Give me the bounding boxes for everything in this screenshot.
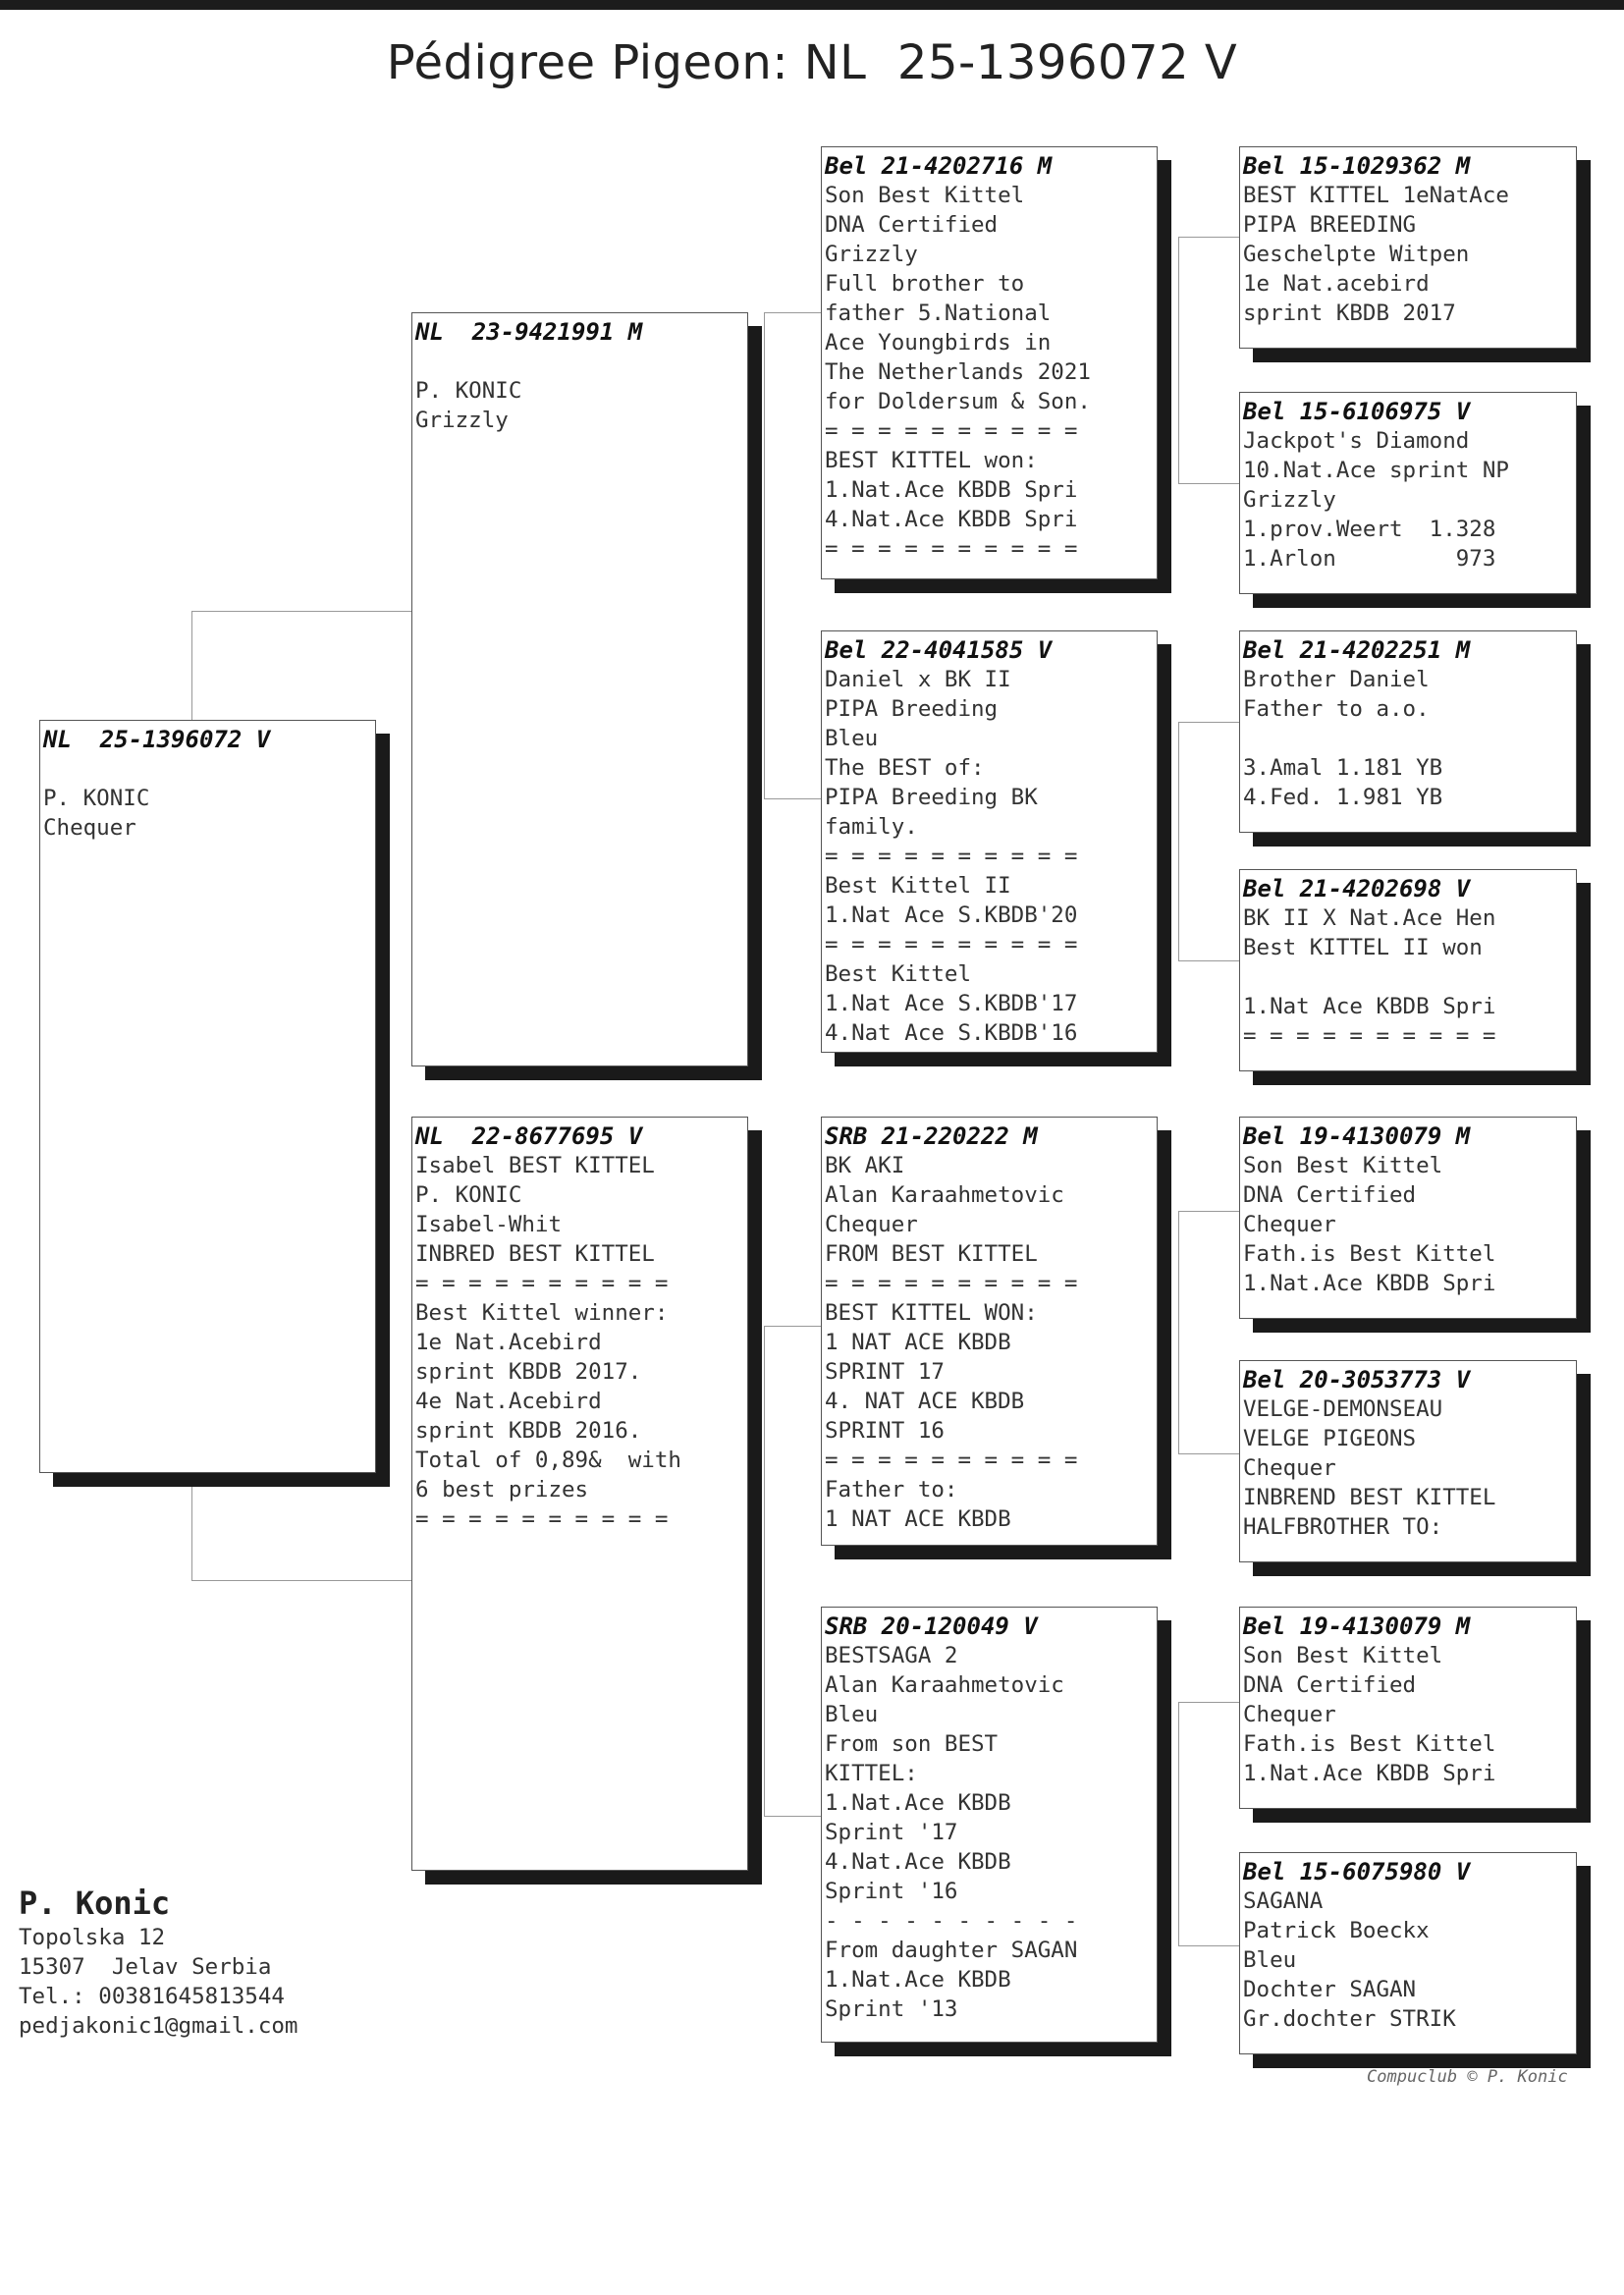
pigeon-info-line: sprint KBDB 2016. [415,1418,642,1444]
pigeon-info-line: SPRINT 17 [825,1359,945,1385]
pigeon-info-line: Son Best Kittel [1243,1643,1443,1668]
ring-number: Bel 15-6075980 V [1243,1858,1471,1885]
pigeon-info-line: 1.Nat.Ace KBDB Spri [825,477,1078,503]
pigeon-info-line: Sprint '17 [825,1820,958,1845]
pigeon-info-line: P. KONIC [43,786,150,811]
breeder-phone: Tel.: 00381645813544 [19,1984,285,2009]
pigeon-info-line: BK II X Nat.Ace Hen [1243,905,1496,931]
pigeon-info-line: INBRED BEST KITTEL [415,1241,655,1267]
pigeon-info-line: From daughter SAGAN [825,1938,1078,1963]
pigeon-info-line: BEST KITTEL 1eNatAce [1243,183,1509,208]
pigeon-card-mother [411,1117,748,1871]
pigeon-card-fff [1239,146,1577,349]
pigeon-card-mmf [1239,1607,1577,1809]
pigeon-info-line: Jackpot's Diamond [1243,428,1470,454]
ring-number: NL 22-8677695 V [415,1122,643,1150]
pigeon-info-line: BK AKI [825,1153,905,1178]
ring-number: Bel 21-4202716 M [825,152,1053,180]
pigeon-info-line: 1.Arlon 973 [1243,546,1496,572]
pigeon-info-line: Chequer [1243,1212,1336,1237]
pigeon-info-line: BESTSAGA 2 [825,1643,958,1668]
pigeon-info-line: Chequer [1243,1455,1336,1481]
pigeon-info-line: Isabel BEST KITTEL [415,1153,655,1178]
page-title: Pédigree Pigeon: NL 25-1396072 V [386,35,1238,90]
pigeon-info-line: PIPA Breeding BK [825,785,1038,810]
pigeon-info-line: Sprint '13 [825,1996,958,2022]
pigeon-info-line: = = = = = = = = = = [825,844,1078,869]
pigeon-info-line: DNA Certified [1243,1182,1417,1208]
pigeon-info-line: Bleu [825,726,879,751]
ring-number: Bel 19-4130079 M [1243,1122,1471,1150]
pigeon-info-line: INBREND BEST KITTEL [1243,1485,1496,1510]
connector-fm-parents [1178,722,1241,961]
pigeon-info-line: P. KONIC [415,378,522,404]
pigeon-info-line: Grizzly [415,408,509,433]
pigeon-info-line: 1.Nat Ace S.KBDB'20 [825,902,1078,928]
pigeon-info-line: sprint KBDB 2017 [1243,301,1456,326]
breeder-city: 15307 Jelav Serbia [19,1954,272,1980]
ring-number: NL 25-1396072 V [43,726,271,753]
pigeon-info-line: = = = = = = = = = = [1243,1023,1496,1049]
pigeon-info-line: 3.Amal 1.181 YB [1243,755,1443,781]
pigeon-info-line: Daniel x BK II [825,667,1011,692]
pigeon-info-line: for Doldersum & Son. [825,389,1091,414]
pigeon-info-line: 10.Nat.Ace sprint NP [1243,458,1509,483]
pigeon-card-mfm [1239,1360,1577,1562]
pigeon-card-ffm [1239,392,1577,594]
top-border-bar [0,0,1624,10]
pigeon-info-line: 1.Nat.Ace KBDB [825,1790,1011,1816]
pigeon-info-line: = = = = = = = = = = [825,1448,1078,1473]
pigeon-info-line: Full brother to [825,271,1025,297]
pigeon-info-line: Chequer [43,815,136,841]
pigeon-card-fmf [1239,630,1577,833]
connector-mother-parents [764,1326,821,1817]
connector-mm-parents [1178,1702,1241,1946]
pigeon-info-line: = = = = = = = = = = [825,1271,1078,1296]
pigeon-info-line: Alan Karaahmetovic [825,1182,1064,1208]
pigeon-info-line: Geschelpte Witpen [1243,242,1470,267]
ring-number: Bel 15-6106975 V [1243,398,1471,425]
pigeon-info-line: 6 best prizes [415,1477,589,1503]
ring-number: NL 23-9421991 M [415,318,643,346]
pigeon-info-line: PIPA Breeding [825,696,999,722]
pigeon-info-line: P. KONIC [415,1182,522,1208]
pigeon-info-line: DNA Certified [1243,1672,1417,1698]
pigeon-info-line: - - - - - - - - - - [825,1908,1078,1934]
pigeon-info-line: Fath.is Best Kittel [1243,1241,1496,1267]
pigeon-info-line: = = = = = = = = = = [825,536,1078,562]
software-credit: Compuclub © P. Konic [1367,2067,1568,2087]
pigeon-info-line: sprint KBDB 2017. [415,1359,642,1385]
pigeon-info-line: The BEST of: [825,755,985,781]
breeder-email: pedjakonic1@gmail.com [19,2013,298,2039]
connector-mf-parents [1178,1211,1241,1454]
pigeon-info-line: = = = = = = = = = = [825,932,1078,957]
pigeon-info-line: Son Best Kittel [1243,1153,1443,1178]
pigeon-info-line: 1 NAT ACE KBDB [825,1330,1011,1355]
ring-number: Bel 22-4041585 V [825,636,1053,664]
pigeon-info-line: Father to: [825,1477,958,1503]
breeder-street: Topolska 12 [19,1925,166,1950]
ring-number: Bel 19-4130079 M [1243,1612,1471,1640]
pigeon-info-line: Alan Karaahmetovic [825,1672,1064,1698]
pigeon-info-line: Sprint '16 [825,1879,958,1904]
pigeon-info-line: 1.Nat.Ace KBDB Spri [1243,1271,1496,1296]
pigeon-info-line: Isabel-Whit [415,1212,563,1237]
pigeon-info-line [1243,962,1576,992]
pigeon-info-line: Best Kittel [825,961,972,987]
pigeon-info-line: SAGANA [1243,1888,1324,1914]
pigeon-info-line: BEST KITTEL WON: [825,1300,1038,1326]
pigeon-card-fm [821,630,1158,1053]
pigeon-info-line: 1.Nat.Ace KBDB Spri [1243,1761,1496,1786]
pigeon-info-line: 1e Nat.acebird [1243,271,1430,297]
pigeon-info-line: FROM BEST KITTEL [825,1241,1038,1267]
pigeon-info-line: 1 NAT ACE KBDB [825,1506,1011,1532]
pigeon-card-father [411,312,748,1066]
breeder-address-block [19,1884,298,2041]
pigeon-info-line: 1.Nat.Ace KBDB [825,1967,1011,1993]
pigeon-info-line: 4.Fed. 1.981 YB [1243,785,1443,810]
pigeon-info-line: father 5.National [825,301,1052,326]
pigeon-info-line: VELGE-DEMONSEAU [1243,1396,1443,1422]
pigeon-info-line: Dochter SAGAN [1243,1977,1417,2002]
pigeon-info-line: Bleu [825,1702,879,1727]
pigeon-info-line [43,754,375,784]
pigeon-info-line [1243,724,1576,753]
pigeon-info-line: 4.Nat Ace S.KBDB'16 [825,1020,1078,1046]
pigeon-card-fmm [1239,869,1577,1071]
pigeon-card-ff [821,146,1158,579]
pigeon-info-line: Ace Youngbirds in [825,330,1052,355]
pigeon-info-line: 1.Nat Ace KBDB Spri [1243,994,1496,1019]
pigeon-info-line: HALFBROTHER TO: [1243,1514,1443,1540]
pigeon-info-line: Chequer [825,1212,918,1237]
ring-number: Bel 15-1029362 M [1243,152,1471,180]
breeder-name: P. Konic [19,1885,171,1922]
pigeon-info-line: KITTEL: [825,1761,918,1786]
pigeon-info-line: Son Best Kittel [825,183,1025,208]
connector-father-parents [764,312,821,799]
pigeon-info-line: = = = = = = = = = = [825,418,1078,444]
ring-number: SRB 21-220222 M [825,1122,1038,1150]
pigeon-info-line: From son BEST [825,1731,999,1757]
pigeon-info-line: Bleu [1243,1947,1297,1973]
pigeon-info-line: = = = = = = = = = = [415,1271,669,1296]
pigeon-info-line: DNA Certified [825,212,999,238]
pigeon-info-line: 4e Nat.Acebird [415,1389,602,1414]
pigeon-info-line: BEST KITTEL won: [825,448,1038,473]
pigeon-info-line: Best KITTEL II won [1243,935,1483,960]
pigeon-info-line: family. [825,814,918,840]
pigeon-info-line: Brother Daniel [1243,667,1430,692]
pigeon-info-line: SPRINT 16 [825,1418,945,1444]
pigeon-info-line: Best Kittel II [825,873,1011,899]
pigeon-info-line: Fath.is Best Kittel [1243,1731,1496,1757]
pigeon-card-subject [39,720,376,1473]
pigeon-card-mmm [1239,1852,1577,2054]
pigeon-info-line: Patrick Boeckx [1243,1918,1430,1943]
ring-number: Bel 21-4202698 V [1243,875,1471,902]
pigeon-info-line: Father to a.o. [1243,696,1430,722]
pigeon-info-line [415,347,747,376]
pigeon-info-line: Grizzly [1243,487,1336,513]
pigeon-info-line: Best Kittel winner: [415,1300,669,1326]
connector-ff-parents [1178,237,1241,484]
pigeon-card-mf [821,1117,1158,1546]
ring-number: Bel 21-4202251 M [1243,636,1471,664]
pigeon-info-line: 4.Nat.Ace KBDB Spri [825,507,1078,532]
pigeon-info-line: PIPA BREEDING [1243,212,1417,238]
pigeon-info-line: VELGE PIGEONS [1243,1426,1417,1451]
pigeon-info-line: 4. NAT ACE KBDB [825,1389,1025,1414]
pigeon-info-line: Gr.dochter STRIK [1243,2006,1456,2032]
pigeon-info-line: 1e Nat.Acebird [415,1330,602,1355]
pigeon-info-line: Chequer [1243,1702,1336,1727]
pigeon-info-line: The Netherlands 2021 [825,359,1091,385]
pigeon-info-line: Grizzly [825,242,918,267]
pigeon-card-mff [1239,1117,1577,1319]
pigeon-info-line: 1.Nat Ace S.KBDB'17 [825,991,1078,1016]
pigeon-info-line: Total of 0,89& with [415,1448,681,1473]
pigeon-card-mm [821,1607,1158,2043]
ring-number: SRB 20-120049 V [825,1612,1038,1640]
pigeon-info-line: 1.prov.Weert 1.328 [1243,517,1496,542]
ring-number: Bel 20-3053773 V [1243,1366,1471,1393]
pigeon-info-line: 4.Nat.Ace KBDB [825,1849,1011,1875]
pigeon-info-line: = = = = = = = = = = [415,1506,669,1532]
